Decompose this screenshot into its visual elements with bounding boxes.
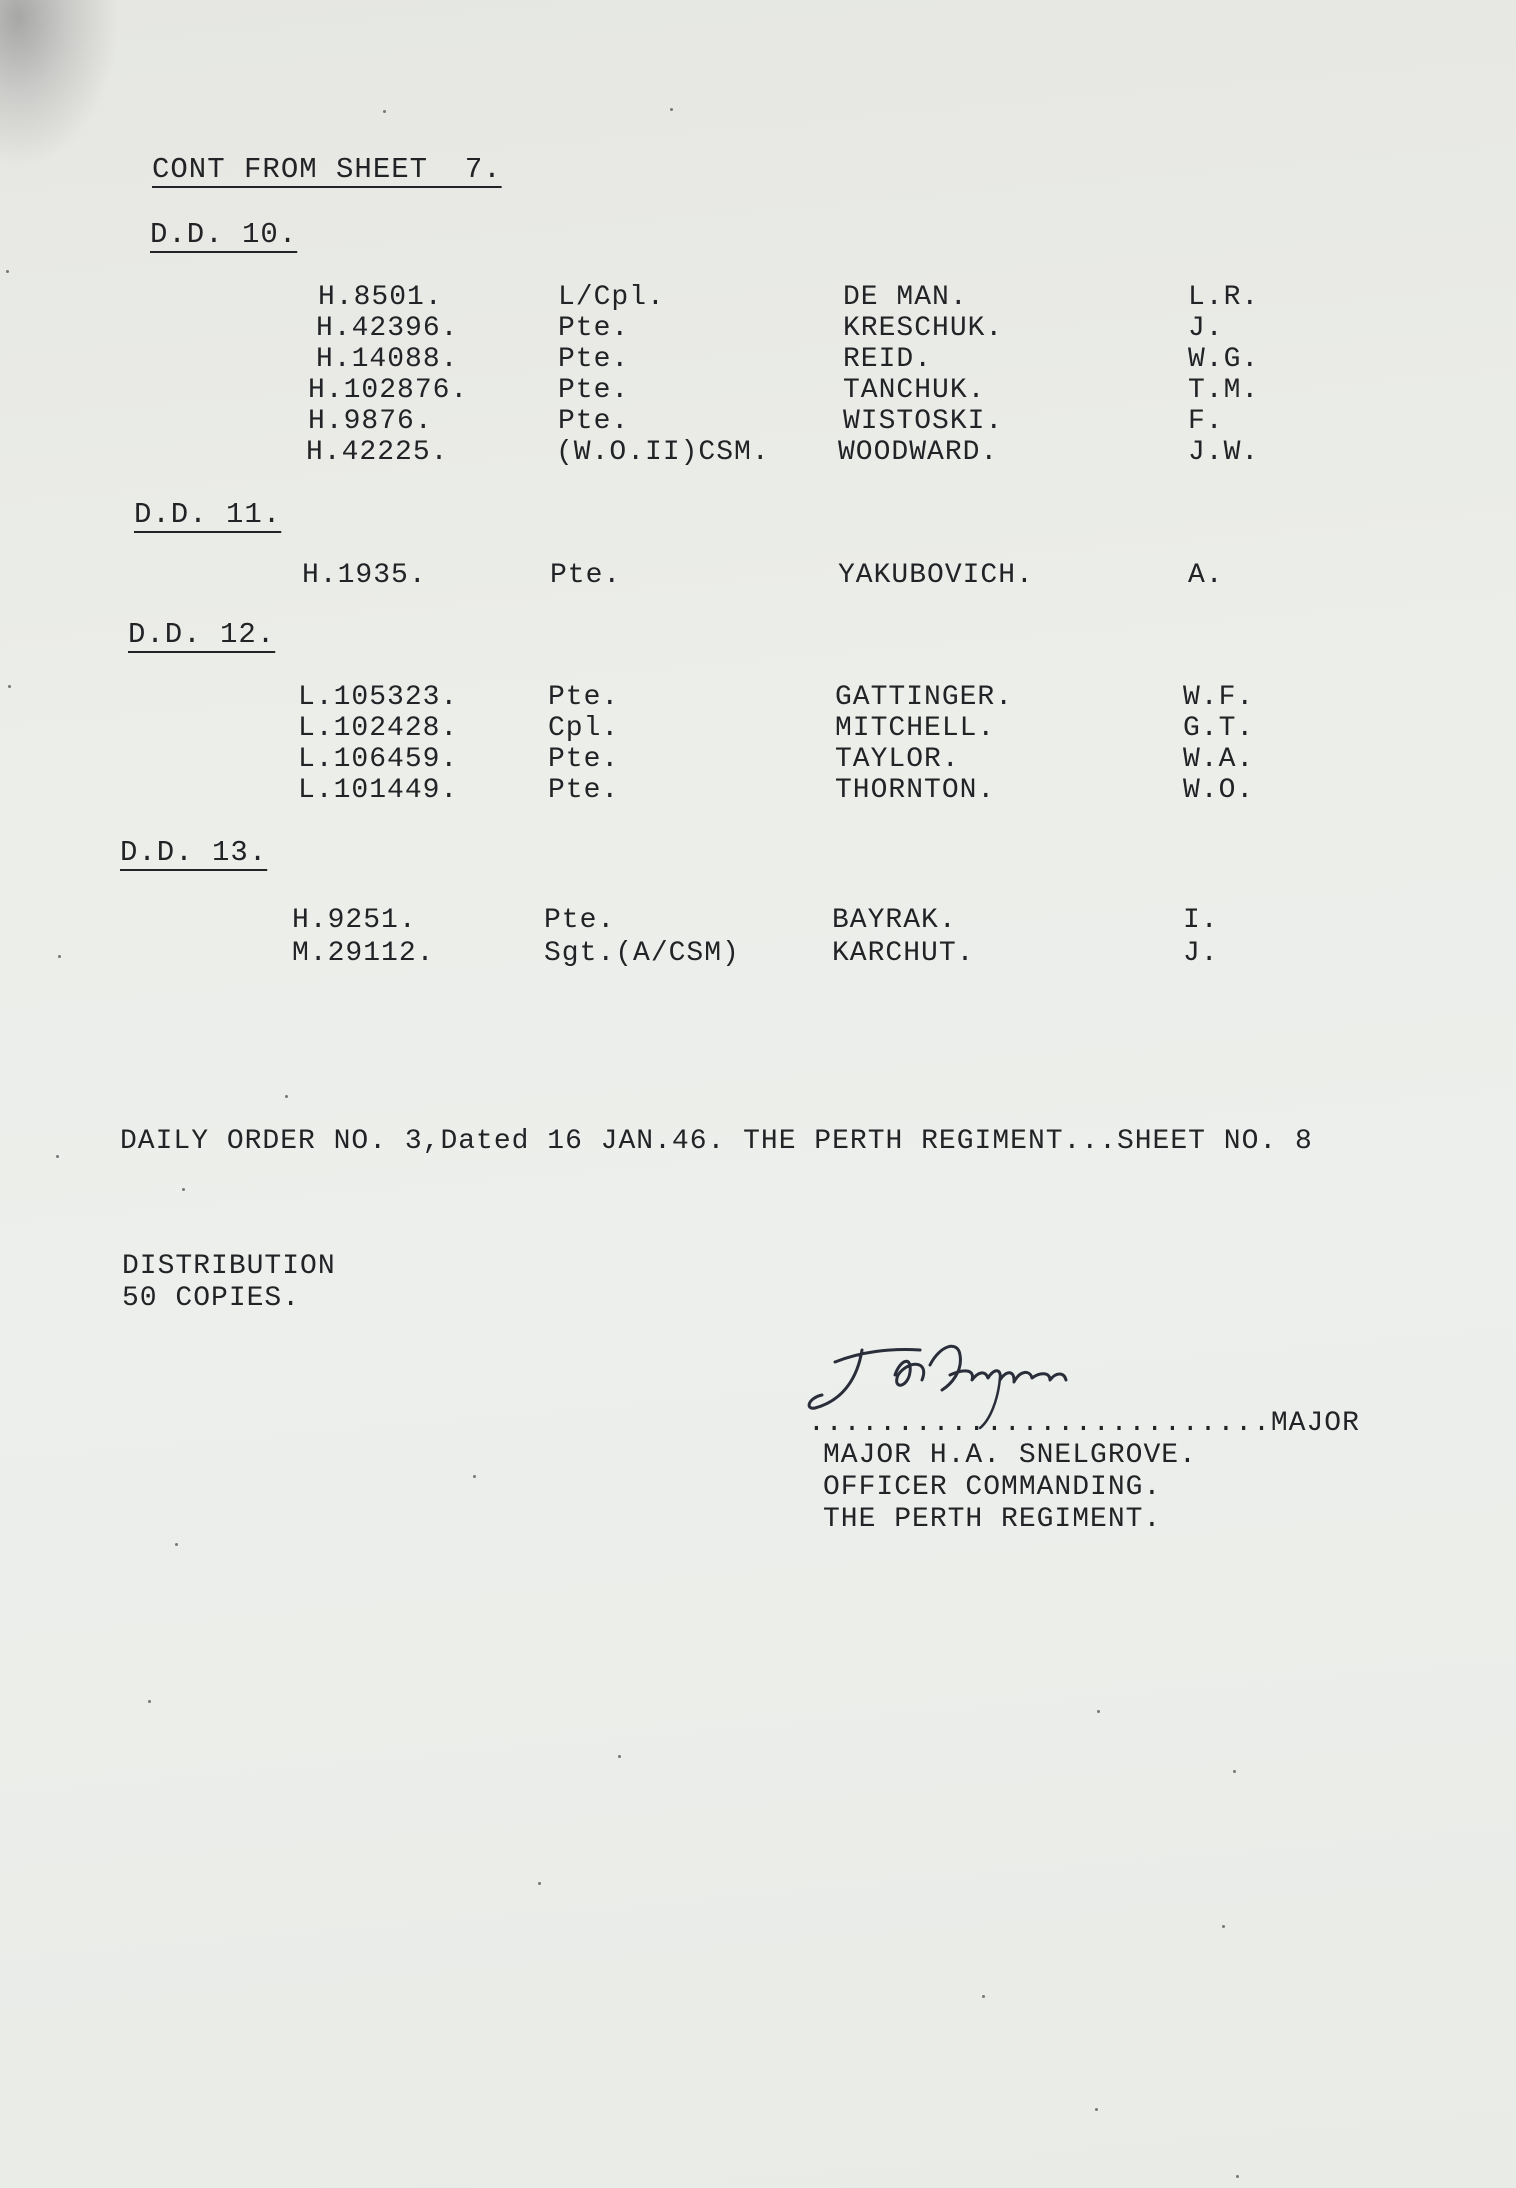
scan-speck bbox=[8, 685, 11, 688]
table-row bbox=[0, 437, 1516, 469]
initials: J. bbox=[1183, 938, 1219, 969]
surname: WISTOSKI. bbox=[843, 406, 1004, 437]
rank: Pte. bbox=[558, 375, 630, 406]
scan-speck bbox=[175, 1543, 178, 1546]
daily-order-line: DAILY ORDER NO. 3,Dated 16 JAN.46. THE PERTH REGIMENT...SHEET NO. 8 bbox=[120, 1126, 1313, 1157]
service-number: L.106459. bbox=[298, 744, 459, 775]
scan-speck bbox=[618, 1755, 621, 1758]
distribution-label: DISTRIBUTION bbox=[122, 1251, 336, 1282]
table-row bbox=[0, 375, 1516, 407]
rank: Pte. bbox=[558, 313, 630, 344]
rank: Pte. bbox=[548, 682, 620, 713]
scan-speck bbox=[148, 1700, 151, 1703]
table-row bbox=[0, 938, 1516, 970]
surname: THORNTON. bbox=[835, 775, 996, 806]
scan-speck bbox=[473, 1475, 476, 1478]
initials: J.W. bbox=[1188, 437, 1260, 468]
scan-speck bbox=[538, 1882, 541, 1885]
scan-speck bbox=[383, 110, 386, 113]
rank: Pte. bbox=[548, 744, 620, 775]
service-number: H.14088. bbox=[316, 344, 459, 375]
scan-speck bbox=[1095, 2108, 1098, 2111]
table-row bbox=[0, 744, 1516, 776]
rank: L/Cpl. bbox=[558, 282, 665, 313]
table-row bbox=[0, 905, 1516, 937]
scan-smudge bbox=[0, 0, 120, 170]
initials: W.O. bbox=[1183, 775, 1255, 806]
service-number: H.9876. bbox=[308, 406, 433, 437]
signatory-name: MAJOR H.A. SNELGROVE. bbox=[823, 1440, 1197, 1471]
surname: REID. bbox=[843, 344, 933, 375]
service-number: L.105323. bbox=[298, 682, 459, 713]
surname: TAYLOR. bbox=[835, 744, 960, 775]
section-heading-dd13: D.D. 13. bbox=[120, 836, 268, 869]
service-number: H.42396. bbox=[316, 313, 459, 344]
surname: KARCHUT. bbox=[832, 938, 975, 969]
table-row bbox=[0, 682, 1516, 714]
rank: (W.O.II)CSM. bbox=[556, 437, 770, 468]
initials: A. bbox=[1188, 560, 1224, 591]
scan-speck bbox=[285, 1095, 288, 1098]
scan-speck bbox=[670, 108, 673, 111]
rank: Pte. bbox=[558, 406, 630, 437]
table-row bbox=[0, 282, 1516, 314]
initials: W.A. bbox=[1183, 744, 1255, 775]
rank: Pte. bbox=[548, 775, 620, 806]
signatory-unit: THE PERTH REGIMENT. bbox=[823, 1504, 1162, 1535]
surname: BAYRAK. bbox=[832, 905, 957, 936]
surname: GATTINGER. bbox=[835, 682, 1014, 713]
initials: T.M. bbox=[1188, 375, 1260, 406]
scan-speck bbox=[982, 1995, 985, 1998]
rank: Pte. bbox=[558, 344, 630, 375]
copies-count: 50 COPIES. bbox=[122, 1283, 301, 1314]
signature-line: ..........................MAJOR bbox=[808, 1408, 1360, 1439]
table-row bbox=[0, 713, 1516, 745]
rank: Pte. bbox=[550, 560, 622, 591]
surname: YAKUBOVICH. bbox=[838, 560, 1034, 591]
table-row bbox=[0, 406, 1516, 438]
scan-speck bbox=[182, 1188, 185, 1191]
initials: J. bbox=[1188, 313, 1224, 344]
surname: KRESCHUK. bbox=[843, 313, 1004, 344]
service-number: L.102428. bbox=[298, 713, 459, 744]
section-heading-dd11: D.D. 11. bbox=[134, 498, 282, 531]
cont-from-sheet-heading: CONT FROM SHEET 7. bbox=[152, 153, 502, 186]
scan-speck bbox=[6, 270, 9, 273]
initials: I. bbox=[1183, 905, 1219, 936]
surname: MITCHELL. bbox=[835, 713, 996, 744]
initials: F. bbox=[1188, 406, 1224, 437]
surname: TANCHUK. bbox=[843, 375, 986, 406]
initials: L.R. bbox=[1188, 282, 1260, 313]
service-number: H.102876. bbox=[308, 375, 469, 406]
scan-speck bbox=[58, 955, 61, 958]
scan-speck bbox=[1097, 1710, 1100, 1713]
table-row bbox=[0, 344, 1516, 376]
surname: WOODWARD. bbox=[838, 437, 999, 468]
service-number: H.8501. bbox=[318, 282, 443, 313]
initials: W.F. bbox=[1183, 682, 1255, 713]
rank: Sgt.(A/CSM) bbox=[544, 938, 740, 969]
service-number: H.1935. bbox=[302, 560, 427, 591]
scan-speck bbox=[1236, 2175, 1239, 2178]
service-number: L.101449. bbox=[298, 775, 459, 806]
table-row bbox=[0, 775, 1516, 807]
service-number: H.9251. bbox=[292, 905, 417, 936]
scan-speck bbox=[1222, 1925, 1225, 1928]
surname: DE MAN. bbox=[843, 282, 968, 313]
rank: Cpl. bbox=[548, 713, 620, 744]
signatory-title: OFFICER COMMANDING. bbox=[823, 1472, 1162, 1503]
service-number: H.42225. bbox=[306, 437, 449, 468]
initials: W.G. bbox=[1188, 344, 1260, 375]
table-row bbox=[0, 560, 1516, 592]
scan-speck bbox=[56, 1155, 59, 1158]
initials: G.T. bbox=[1183, 713, 1255, 744]
scan-speck bbox=[1233, 1770, 1236, 1773]
rank: Pte. bbox=[544, 905, 616, 936]
section-heading-dd12: D.D. 12. bbox=[128, 618, 276, 651]
table-row bbox=[0, 313, 1516, 345]
service-number: M.29112. bbox=[292, 938, 435, 969]
section-heading-dd10: D.D. 10. bbox=[150, 218, 298, 251]
